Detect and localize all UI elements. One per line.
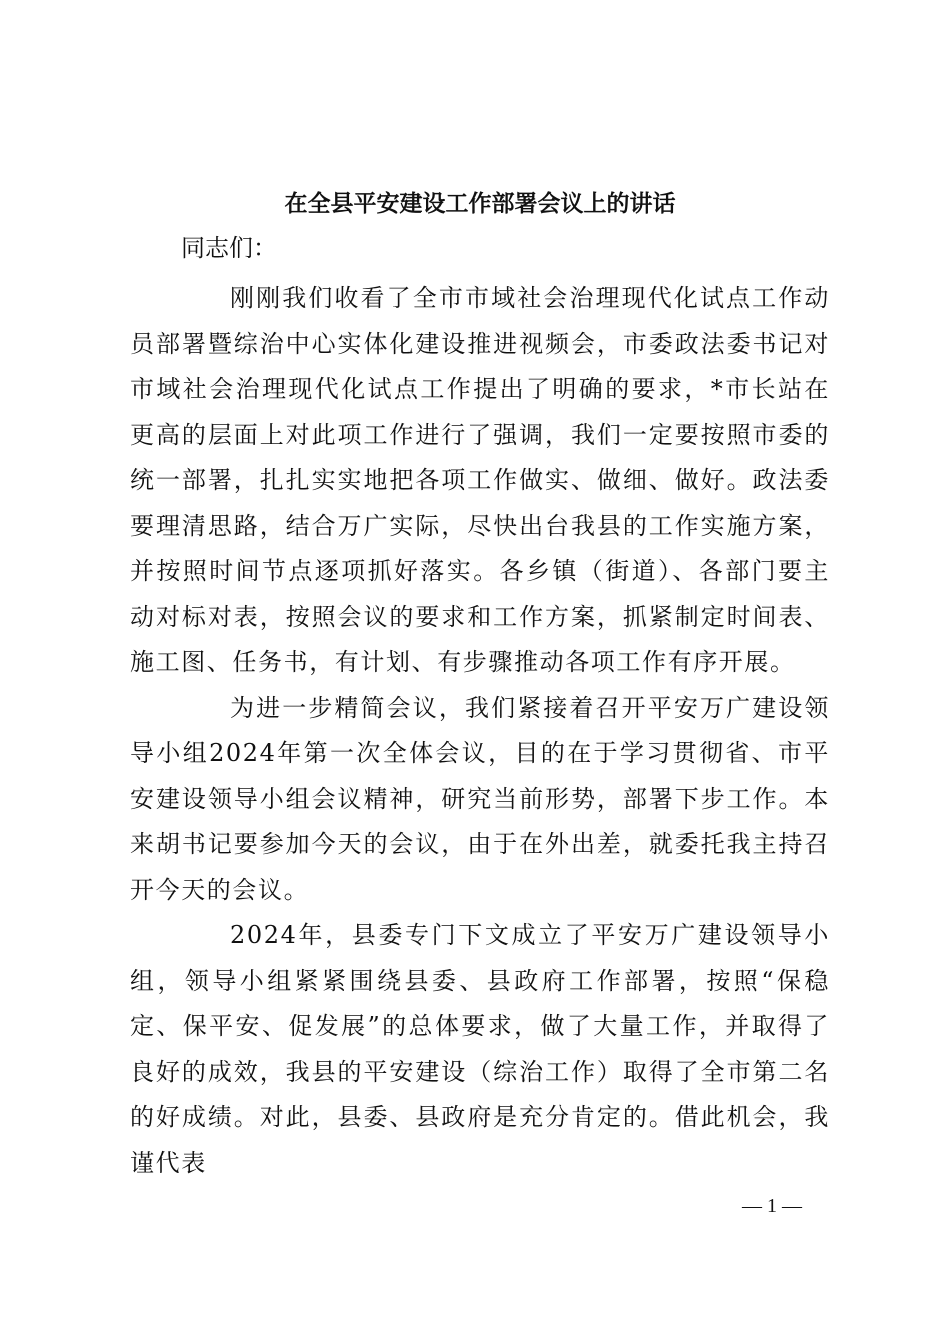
document-body [130, 276, 830, 1186]
paragraph: 为进一步精简会议，我们紧接着召开平安万广建设领导小组2024年第一次全体会议，目的在于学习贯彻省、市平安建设领导小组会议精神，研究当前形势，部署下步工作。本来胡书记要参加今天的会议，由于在外出差，就委托我主持召开今天的会议。 [130, 693, 830, 904]
salutation: 同志们： [181, 234, 277, 262]
page-number: — 1 — [742, 1195, 802, 1217]
paragraph: 2024年，县委专门下文成立了平安万广建设领导小组，领导小组紧紧围绕县委、县政府工作部署，按照“保稳定、保平安、促发展”的总体要求，做了大量工作，并取得了良好的成效，我县的平安建设（综治工作）取得了全市第二名的好成绩。对此，县委、县政府是充分肯定的。借此机会，我谨代表 [130, 921, 830, 1177]
document-title: 在全县平安建设工作部署会议上的讲话 [284, 190, 676, 217]
paragraph: 刚刚我们收看了全市市域社会治理现代化试点工作动员部署暨综治中心实体化建设推进视频会，市委政法委书记对市域社会治理现代化试点工作提出了明确的要求，*市长站在更高的层面上对此项工作进行了强调，我们一定要按照市委的统一部署，扎扎实实地把各项工作做实、做细、做好。政法委要理清思路，结合万广实际，尽快出台我县的工作实施方案，并按照时间节点逐项抓好落实。各乡镇（街道）、各部门要主动对标对表，按照会议的要求和工作方案，抓紧制定时间表、施工图、任务书，有计划、有步骤推动各项工作有序开展。 [130, 284, 830, 676]
